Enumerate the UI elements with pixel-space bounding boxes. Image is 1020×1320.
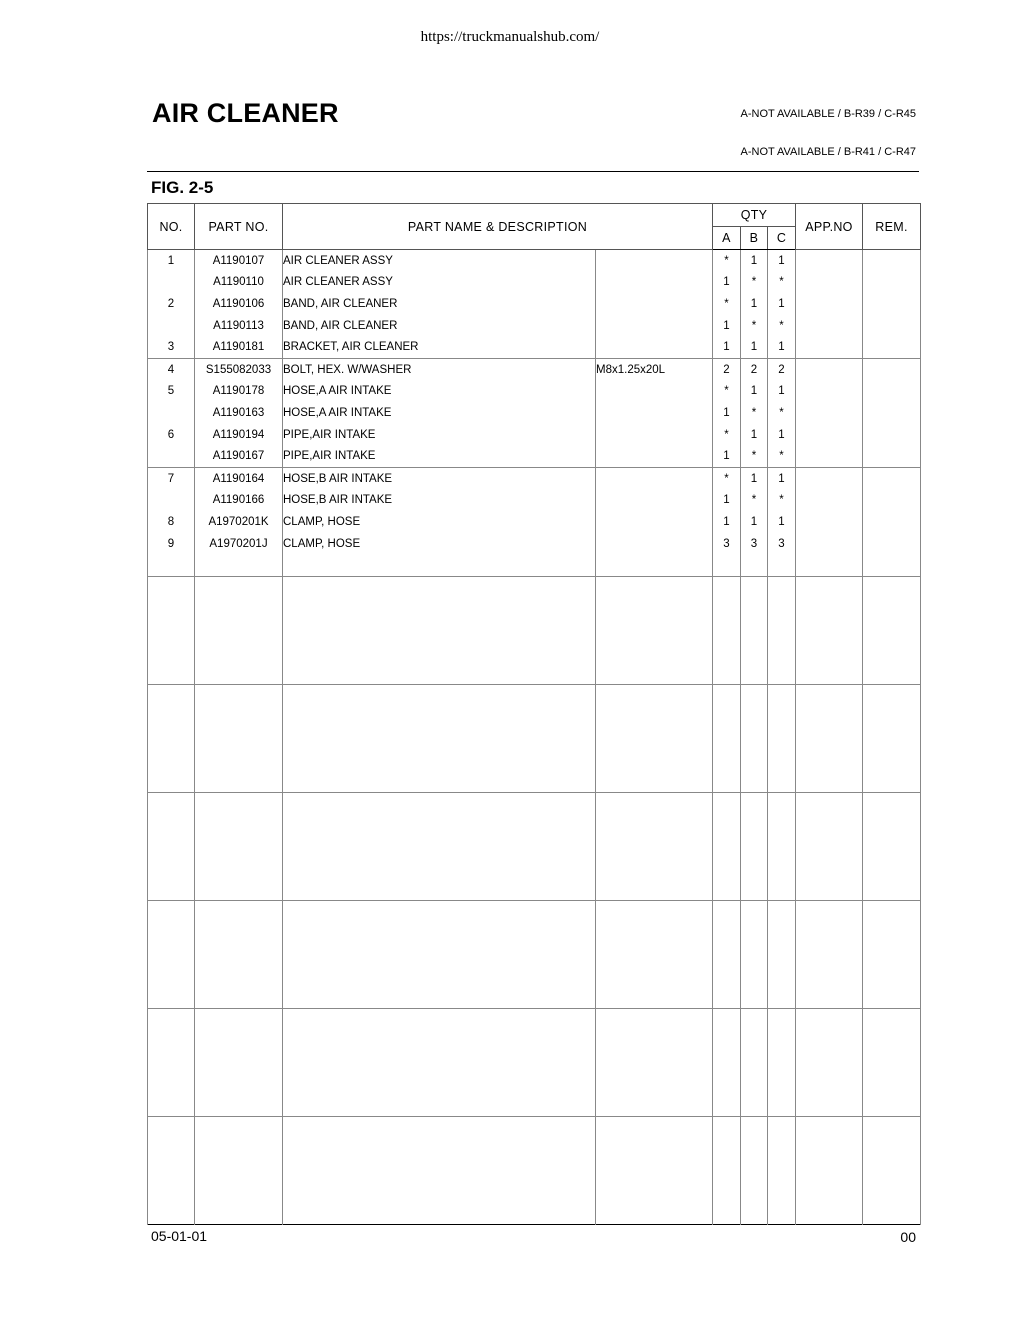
cell-app-no — [796, 336, 863, 358]
blank-cell — [596, 900, 713, 1008]
cell-qty-b: * — [741, 402, 768, 424]
blank-cell — [195, 1116, 283, 1224]
blank-cell — [741, 576, 768, 684]
cell-rem — [863, 511, 921, 533]
cell-qty-a: 1 — [713, 272, 741, 294]
cell-item-no: 4 — [148, 358, 195, 380]
blank-cell — [796, 900, 863, 1008]
blank-cell — [741, 900, 768, 1008]
cell-qty-c: 1 — [768, 293, 796, 315]
cell-qty-a: * — [713, 293, 741, 315]
cell-qty-c: 1 — [768, 250, 796, 272]
blank-cell — [741, 792, 768, 900]
table-row — [148, 250, 921, 272]
cell-qty-c: 1 — [768, 424, 796, 446]
table-row — [148, 490, 921, 512]
blank-table-row — [148, 900, 921, 1008]
cell-rem — [863, 250, 921, 272]
cell-spec — [596, 272, 713, 294]
cell-item-no — [148, 445, 195, 467]
cell-part-name: HOSE,A AIR INTAKE — [283, 402, 596, 424]
blank-cell — [596, 684, 713, 792]
table-row — [148, 358, 921, 380]
cell-part-no: A1190164 — [195, 467, 283, 489]
cell-qty-b: 1 — [741, 511, 768, 533]
header-description: PART NAME & DESCRIPTION — [283, 204, 713, 250]
cell-qty-c — [768, 554, 796, 576]
blank-cell — [741, 1116, 768, 1224]
table-row — [148, 381, 921, 403]
cell-app-no — [796, 424, 863, 446]
cell-rem — [863, 533, 921, 555]
blank-cell — [713, 576, 741, 684]
blank-cell — [768, 900, 796, 1008]
availability-line-1: A-NOT AVAILABLE / B-R39 / C-R45 — [740, 108, 916, 120]
table-row — [148, 533, 921, 555]
cell-part-name: BAND, AIR CLEANER — [283, 315, 596, 337]
cell-spec — [596, 467, 713, 489]
cell-item-no: 5 — [148, 381, 195, 403]
cell-app-no — [796, 511, 863, 533]
blank-cell — [195, 792, 283, 900]
table-row — [148, 445, 921, 467]
cell-qty-b: 3 — [741, 533, 768, 555]
cell-rem — [863, 358, 921, 380]
cell-rem — [863, 445, 921, 467]
blank-cell — [148, 1008, 195, 1116]
blank-cell — [713, 1008, 741, 1116]
cell-app-no — [796, 358, 863, 380]
cell-qty-b: * — [741, 490, 768, 512]
cell-qty-c: 1 — [768, 381, 796, 403]
blank-cell — [195, 900, 283, 1008]
cell-qty-a: * — [713, 381, 741, 403]
cell-part-no: A1190163 — [195, 402, 283, 424]
cell-item-no: 8 — [148, 511, 195, 533]
cell-qty-c: 3 — [768, 533, 796, 555]
blank-cell — [796, 684, 863, 792]
cell-part-no — [195, 554, 283, 576]
cell-item-no — [148, 490, 195, 512]
cell-part-no: A1190106 — [195, 293, 283, 315]
cell-app-no — [796, 381, 863, 403]
table-row — [148, 336, 921, 358]
source-url: https://truckmanualshub.com/ — [420, 29, 600, 45]
cell-spec — [596, 315, 713, 337]
header-rem: REM. — [863, 204, 921, 250]
cell-app-no — [796, 554, 863, 576]
cell-spec — [596, 250, 713, 272]
cell-qty-b: * — [741, 445, 768, 467]
header-part-no: PART NO. — [195, 204, 283, 250]
blank-cell — [596, 1116, 713, 1224]
header-qty-c: C — [768, 227, 796, 250]
cell-qty-a — [713, 554, 741, 576]
cell-rem — [863, 336, 921, 358]
cell-qty-c: * — [768, 445, 796, 467]
cell-qty-b: 2 — [741, 358, 768, 380]
blank-cell — [768, 792, 796, 900]
cell-qty-b: 1 — [741, 293, 768, 315]
cell-part-no: A1190194 — [195, 424, 283, 446]
cell-spec — [596, 381, 713, 403]
cell-app-no — [796, 533, 863, 555]
blank-cell — [741, 684, 768, 792]
blank-cell — [713, 1116, 741, 1224]
blank-cell — [283, 792, 596, 900]
cell-spec — [596, 533, 713, 555]
blank-table-row — [148, 792, 921, 900]
blank-cell — [768, 684, 796, 792]
table-row — [148, 402, 921, 424]
blank-cell — [796, 1008, 863, 1116]
blank-cell — [768, 576, 796, 684]
blank-cell — [283, 1008, 596, 1116]
cell-part-no: A1190178 — [195, 381, 283, 403]
cell-spec — [596, 445, 713, 467]
table-row — [148, 554, 921, 576]
blank-cell — [863, 684, 921, 792]
blank-cell — [148, 1116, 195, 1224]
cell-part-no: S155082033 — [195, 358, 283, 380]
cell-qty-a: 1 — [713, 336, 741, 358]
cell-app-no — [796, 402, 863, 424]
blank-cell — [283, 576, 596, 684]
blank-cell — [863, 576, 921, 684]
blank-cell — [195, 576, 283, 684]
header-no: NO. — [148, 204, 195, 250]
cell-item-no: 7 — [148, 467, 195, 489]
cell-qty-a: 1 — [713, 445, 741, 467]
blank-cell — [283, 684, 596, 792]
cell-rem — [863, 315, 921, 337]
blank-cell — [863, 900, 921, 1008]
cell-item-no: 2 — [148, 293, 195, 315]
cell-item-no — [148, 402, 195, 424]
cell-rem — [863, 554, 921, 576]
cell-spec — [596, 511, 713, 533]
cell-qty-c: * — [768, 272, 796, 294]
table-row — [148, 424, 921, 446]
cell-part-name: PIPE,AIR INTAKE — [283, 445, 596, 467]
cell-app-no — [796, 272, 863, 294]
cell-item-no: 1 — [148, 250, 195, 272]
cell-item-no — [148, 554, 195, 576]
blank-cell — [863, 1008, 921, 1116]
cell-spec — [596, 336, 713, 358]
blank-cell — [148, 792, 195, 900]
header-qty-b: B — [741, 227, 768, 250]
cell-item-no: 3 — [148, 336, 195, 358]
cell-app-no — [796, 490, 863, 512]
cell-qty-b: 1 — [741, 467, 768, 489]
cell-rem — [863, 272, 921, 294]
cell-qty-a: 1 — [713, 490, 741, 512]
blank-cell — [768, 1116, 796, 1224]
cell-qty-b: * — [741, 272, 768, 294]
cell-part-name: HOSE,B AIR INTAKE — [283, 490, 596, 512]
cell-spec — [596, 402, 713, 424]
cell-item-no: 6 — [148, 424, 195, 446]
cell-item-no — [148, 272, 195, 294]
cell-spec: M8x1.25x20L — [596, 358, 713, 380]
footer-date: 05-01-01 — [151, 1228, 208, 1244]
cell-rem — [863, 424, 921, 446]
cell-qty-c: 1 — [768, 467, 796, 489]
cell-qty-c: 2 — [768, 358, 796, 380]
cell-part-no: A1970201J — [195, 533, 283, 555]
cell-qty-b: 1 — [741, 424, 768, 446]
blank-cell — [283, 900, 596, 1008]
cell-qty-a: 1 — [713, 315, 741, 337]
cell-qty-c: * — [768, 402, 796, 424]
cell-app-no — [796, 467, 863, 489]
blank-cell — [596, 576, 713, 684]
cell-qty-a: 2 — [713, 358, 741, 380]
cell-part-name — [283, 554, 596, 576]
blank-cell — [796, 792, 863, 900]
blank-cell — [148, 684, 195, 792]
cell-item-no: 9 — [148, 533, 195, 555]
cell-spec — [596, 424, 713, 446]
blank-cell — [596, 792, 713, 900]
cell-part-no: A1190181 — [195, 336, 283, 358]
cell-qty-a: * — [713, 250, 741, 272]
cell-part-no: A1190113 — [195, 315, 283, 337]
cell-qty-a: 3 — [713, 533, 741, 555]
cell-qty-c: * — [768, 315, 796, 337]
cell-qty-a: * — [713, 467, 741, 489]
cell-qty-b: * — [741, 315, 768, 337]
cell-part-no: A1190107 — [195, 250, 283, 272]
cell-part-name: BAND, AIR CLEANER — [283, 293, 596, 315]
cell-qty-c: 1 — [768, 336, 796, 358]
table-row — [148, 315, 921, 337]
blank-cell — [713, 792, 741, 900]
table-row — [148, 293, 921, 315]
table-row — [148, 467, 921, 489]
cell-rem — [863, 293, 921, 315]
cell-item-no — [148, 315, 195, 337]
cell-part-name: AIR CLEANER ASSY — [283, 272, 596, 294]
cell-spec — [596, 293, 713, 315]
figure-label: FIG. 2-5 — [151, 178, 214, 197]
blank-cell — [796, 576, 863, 684]
blank-cell — [596, 1008, 713, 1116]
cell-part-no: A1190166 — [195, 490, 283, 512]
header-rule — [147, 171, 919, 172]
blank-cell — [148, 900, 195, 1008]
blank-table-row — [148, 576, 921, 684]
parts-table — [147, 203, 921, 1225]
cell-app-no — [796, 293, 863, 315]
cell-qty-b: 1 — [741, 336, 768, 358]
availability-line-2: A-NOT AVAILABLE / B-R41 / C-R47 — [740, 146, 916, 158]
blank-cell — [863, 792, 921, 900]
cell-rem — [863, 402, 921, 424]
table-row — [148, 272, 921, 294]
blank-cell — [796, 1116, 863, 1224]
blank-table-row — [148, 1008, 921, 1116]
cell-qty-a: 1 — [713, 402, 741, 424]
footer-revision: 00 — [900, 1229, 916, 1245]
blank-cell — [713, 900, 741, 1008]
cell-qty-a: 1 — [713, 511, 741, 533]
blank-cell — [283, 1116, 596, 1224]
blank-cell — [713, 684, 741, 792]
cell-app-no — [796, 445, 863, 467]
cell-part-name: AIR CLEANER ASSY — [283, 250, 596, 272]
cell-qty-c: * — [768, 490, 796, 512]
page-title: AIR CLEANER — [152, 98, 339, 128]
cell-part-no: A1190110 — [195, 272, 283, 294]
cell-part-name: BRACKET, AIR CLEANER — [283, 336, 596, 358]
cell-part-no: A1970201K — [195, 511, 283, 533]
cell-part-name: CLAMP, HOSE — [283, 511, 596, 533]
header-app-no: APP.NO — [796, 204, 863, 250]
header-qty: QTY — [713, 204, 796, 227]
table-row — [148, 511, 921, 533]
blank-cell — [741, 1008, 768, 1116]
cell-part-no: A1190167 — [195, 445, 283, 467]
cell-spec — [596, 554, 713, 576]
cell-qty-b — [741, 554, 768, 576]
cell-spec — [596, 490, 713, 512]
parts-table-body — [148, 250, 921, 1225]
cell-app-no — [796, 315, 863, 337]
blank-cell — [148, 576, 195, 684]
blank-cell — [768, 1008, 796, 1116]
cell-part-name: HOSE,B AIR INTAKE — [283, 467, 596, 489]
blank-table-row — [148, 684, 921, 792]
blank-cell — [863, 1116, 921, 1224]
cell-part-name: BOLT, HEX. W/WASHER — [283, 358, 596, 380]
cell-part-name: PIPE,AIR INTAKE — [283, 424, 596, 446]
cell-part-name: HOSE,A AIR INTAKE — [283, 381, 596, 403]
cell-rem — [863, 381, 921, 403]
cell-part-name: CLAMP, HOSE — [283, 533, 596, 555]
cell-rem — [863, 467, 921, 489]
blank-table-row — [148, 1116, 921, 1224]
cell-qty-b: 1 — [741, 381, 768, 403]
header-qty-a: A — [713, 227, 741, 250]
cell-rem — [863, 490, 921, 512]
cell-app-no — [796, 250, 863, 272]
blank-cell — [195, 1008, 283, 1116]
cell-qty-b: 1 — [741, 250, 768, 272]
blank-cell — [195, 684, 283, 792]
cell-qty-a: * — [713, 424, 741, 446]
cell-qty-c: 1 — [768, 511, 796, 533]
